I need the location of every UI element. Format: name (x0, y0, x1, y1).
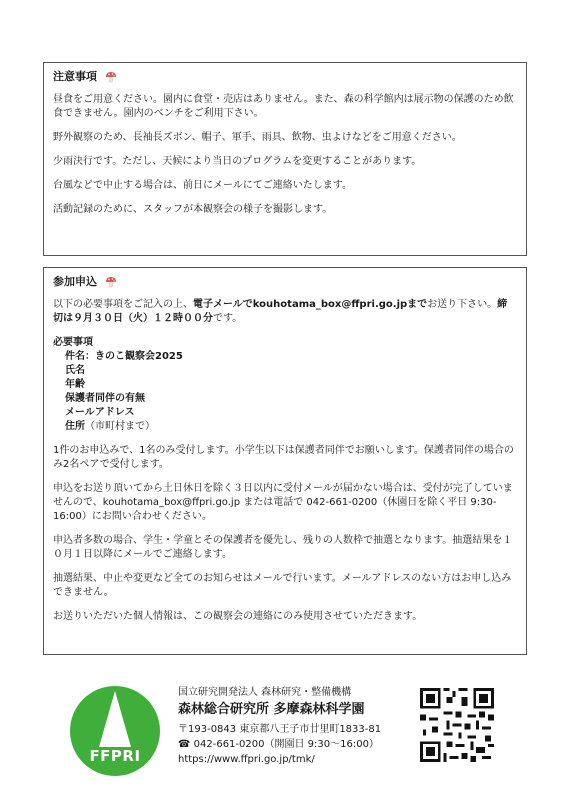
requirements-list (53, 336, 517, 434)
org-name: 森林総合研究所 多摩森林科学園 (178, 702, 365, 717)
footer (0, 676, 566, 800)
apply-intro-text: お送り下さい。 (427, 299, 498, 310)
apply-email-instruction: 電子メールでkouhotama_box@ffpri.go.jpまで (193, 299, 428, 310)
apply-title: 参加申込 (53, 275, 97, 288)
mushroom-icon (105, 276, 117, 288)
org-url[interactable]: https://www.ffpri.go.jp/tmk/ (178, 754, 315, 765)
org-address: 〒193-0843 東京都八王子市廿里町1833-81 (178, 724, 382, 735)
qr-code-icon (420, 688, 494, 762)
ffpri-logo (69, 685, 161, 777)
apply-paragraph: 申込者多数の場合、学生・学童とその保護者を優先し、残りの人数枠で抽選となります。抽選結果を１０月１日以降にメールでご連絡します。 (53, 535, 513, 560)
apply-intro-text: です。 (213, 313, 243, 324)
notice-paragraph: 台風などで中止する場合は、前日にメールにてご連絡いたします。 (53, 180, 352, 191)
requirement-item: 氏名 (65, 365, 85, 376)
requirement-item: 保護者同伴の有無 (65, 393, 145, 404)
notice-title-row (53, 70, 517, 84)
notice-paragraph: 野外観察のため、長袖長ズボン、帽子、軍手、雨具、飲物、虫よけなどをご用意ください。 (53, 132, 462, 143)
requirement-item: 件名：きのこ観察会2025 (65, 351, 183, 362)
notice-title: 注意事項 (53, 70, 97, 83)
org-phone: ☎ 042-661-0200（開園日 9:30～16:00） (178, 739, 379, 750)
apply-intro (53, 298, 517, 326)
org-parent: 国立研究開発法人 森林研究・整備機構 (178, 687, 352, 698)
notice-box (43, 62, 527, 256)
apply-paragraph: 申込をお送り頂いてから土日休日を除く３日以内に受付メールが届かない場合は、受付が完了していませんので、kouhotama_box@ffpri.go.jp または電話で 042-661-0200（休園日を除く平日 9:30-16:00）にお問い合わせください。 (53, 483, 513, 522)
apply-intro-text: 以下の必要事項をご記入の上、 (53, 299, 193, 310)
apply-paragraph: 1件のお申込みで、1名のみ受付します。小学生以下は保護者同伴でお願いします。保護者同伴の場合のみ2名ペアで受付します。 (53, 445, 514, 470)
organization-info (178, 686, 381, 767)
mushroom-icon (105, 71, 117, 83)
requirement-item: 年齢 (65, 379, 85, 390)
notice-paragraph: 活動記録のために、スタッフが本観察会の様子を撮影します。 (53, 204, 333, 215)
apply-paragraph: 抽選結果、中止や変更など全てのお知らせはメールで行います。メールアドレスのない方はお申し込みできません。 (53, 573, 512, 598)
notice-paragraph: 昼食をご用意ください。園内に食堂・売店はありません。また、森の科学館内は展示物の保護のため飲食できません。園内のベンチをご利用下さい。 (53, 94, 514, 119)
logo-text: FFPRI (89, 747, 141, 765)
apply-paragraph: お送りいただいた個人情報は、この観察会の連絡にのみ使用させていただきます。 (53, 611, 423, 622)
requirement-item: 住所（市町村まで） (65, 421, 155, 432)
notice-paragraph: 少雨決行です。ただし、天候により当日のプログラムを変更することがあります。 (53, 156, 422, 167)
requirements-heading: 必要事項 (53, 337, 93, 348)
apply-box (43, 267, 527, 655)
apply-deadline: 締切は９月３０日（火）１２時００分 (53, 299, 508, 324)
apply-title-row (53, 275, 517, 289)
requirement-item: メールアドレス (65, 407, 135, 418)
